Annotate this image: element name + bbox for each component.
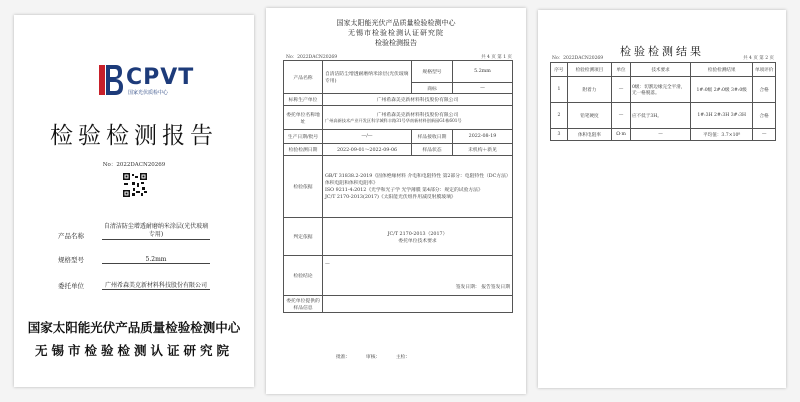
cpvt-logo-icon: [98, 63, 124, 97]
judge-cell: [323, 218, 513, 256]
header-cell: 单项评价: [753, 63, 776, 77]
receive-label: 样品接收日期: [412, 130, 453, 144]
report-number: No：2022DACN20269: [102, 162, 166, 168]
info-report-number: No：2022DACN20269: [286, 55, 338, 60]
field-value: 广州希森美克新材料科技股份有限公司: [102, 280, 210, 290]
header-cell: 检验检测结果: [691, 63, 753, 77]
conclusion-cell: [323, 256, 513, 296]
date-value: —/—: [323, 130, 412, 144]
period-value: 2022-09-01～2022-09-06: [323, 144, 412, 156]
product-label: 产品名称: [284, 61, 323, 94]
sample-value: 未机构＋新见: [453, 144, 513, 156]
receive-value: 2022-08-19: [453, 130, 513, 144]
date-label: 生产日期/批号: [284, 130, 323, 144]
table-row: [551, 103, 776, 129]
info-page-number: 共 4 页 第 1 页: [481, 55, 512, 60]
report-cover-page: [14, 15, 254, 387]
row-item: 铅笔硬度: [567, 103, 611, 129]
field-client: [58, 280, 210, 290]
judge-line: 委托单位技术要求: [398, 238, 437, 244]
row-requirement: 0级：切割边缘完全平滑，无一格脱落。: [630, 77, 690, 103]
basis-label: 检验依据: [284, 156, 323, 218]
signature-footer: 批准： 审核： 主检：: [336, 355, 411, 360]
client-cell: [323, 106, 513, 130]
logo-wordmark: CPVT: [126, 65, 195, 90]
row-result: 平均值：3.7×10⁸: [691, 129, 753, 141]
client-value: 广州希森美克新材料科技股份有限公司: [376, 113, 459, 118]
header-cell: 检验检测项目: [567, 63, 611, 77]
row-requirement: 应不低于3H。: [630, 103, 690, 129]
header-cell: 技术要求: [630, 63, 690, 77]
remark-value: [323, 296, 513, 313]
field-value: 自清洁防尘增透耐磨纳米涂层(光伏玻璃专用): [103, 223, 209, 238]
institute-name-line1: 国家太阳能光伏产品质量检验检测中心: [27, 320, 241, 335]
maker-value: 广州希森美克新材料科技股份有限公司: [323, 94, 513, 106]
maker-label: 标称生产单位: [284, 94, 323, 106]
info-header-2: 无锡市检验检测认证研究院: [348, 29, 444, 37]
field-model: [58, 255, 210, 264]
cpvt-logo: [98, 63, 228, 99]
judge-line: JC/T 2170-2013（2017）: [387, 231, 448, 237]
spec-label: 规格型号: [412, 61, 453, 83]
row-evaluation: 合格: [753, 103, 776, 129]
info-table: [283, 60, 513, 313]
info-header-3: 检验检测报告: [375, 39, 417, 47]
row-unit: —: [612, 77, 631, 103]
row-item: 附着力: [567, 77, 611, 103]
basis-line: JC/T 2170-2013(2017)《太阳能光伏组件用减反射膜玻璃》: [325, 194, 456, 200]
report-info-page: [266, 8, 526, 394]
conclusion-value: —: [325, 261, 330, 267]
brand-value: —: [453, 83, 513, 94]
report-title: 检验检测报告: [50, 123, 218, 149]
report-results-page: [538, 10, 786, 388]
spec-value: 5.2mm: [453, 61, 513, 83]
results-table: [550, 62, 776, 141]
info-header-1: 国家太阳能光伏产品质量检验检测中心: [336, 19, 456, 27]
conclusion-label: 检验结论: [284, 256, 323, 296]
client-address: 广州高新技术产业开发区科学城科丰路31号华南新材料创新园G1栋601号: [325, 118, 462, 123]
product-value: 自清洁防尘增透耐磨纳米涂层(光伏玻璃专用): [323, 61, 412, 94]
judge-label: 判定依据: [284, 218, 323, 256]
row-unit: —: [612, 103, 631, 129]
row-number: 3: [551, 129, 568, 141]
field-label: 产品名称: [58, 232, 84, 240]
stamp-note: 签发日期： 报告签发日期: [455, 284, 510, 290]
row-number: 2: [551, 103, 568, 129]
row-result: 1#:0级 2#:0级 3#:0级: [691, 77, 753, 103]
institute-name-line2: 无锡市检验检测认证研究院: [34, 343, 233, 358]
results-page-number: 共 4 页 第 2 页: [743, 56, 774, 61]
row-number: 1: [551, 77, 568, 103]
field-label: 委托单位: [58, 282, 84, 290]
table-row: [551, 77, 776, 103]
qr-code-icon: [123, 173, 147, 197]
remark-label: 委托单位提供的样品信息: [284, 296, 323, 313]
field-label: 规格型号: [58, 256, 84, 264]
field-value: 5.2mm: [102, 256, 210, 264]
row-result: 1#:3H 2#:3H 3#:3H: [691, 103, 753, 129]
row-evaluation: 合格: [753, 77, 776, 103]
brand-label: 商标: [412, 83, 453, 94]
row-item: 体积电阻率: [567, 129, 611, 141]
row-unit: Ω·m: [612, 129, 631, 141]
header-cell: 序号: [551, 63, 568, 77]
basis-cell: [323, 156, 513, 218]
period-label: 检验检测日期: [284, 144, 323, 156]
row-requirement: —: [630, 129, 690, 141]
results-title: 检验检测结果: [620, 45, 704, 58]
sample-label: 样品状态: [412, 144, 453, 156]
row-evaluation: —: [753, 129, 776, 141]
basis-line: ISO 9211-4:2012《光学和光子学 光学薄膜 第4部分：规定的试验方法》: [325, 187, 483, 193]
results-report-number: No：2022DACN20269: [552, 56, 604, 61]
header-cell: 单位: [612, 63, 631, 77]
client-label: 委托单位名称地址: [284, 106, 323, 130]
field-product-name: [58, 223, 210, 240]
basis-line: GB/T 31838.2-2019《固体绝缘材料 介电和电阻特性 第2部分：电阻特性（DC方法）体积电阻和体积电阻率》: [325, 173, 509, 186]
logo-subtitle: 国家光伏质检中心: [128, 90, 169, 96]
table-row: [551, 129, 776, 141]
